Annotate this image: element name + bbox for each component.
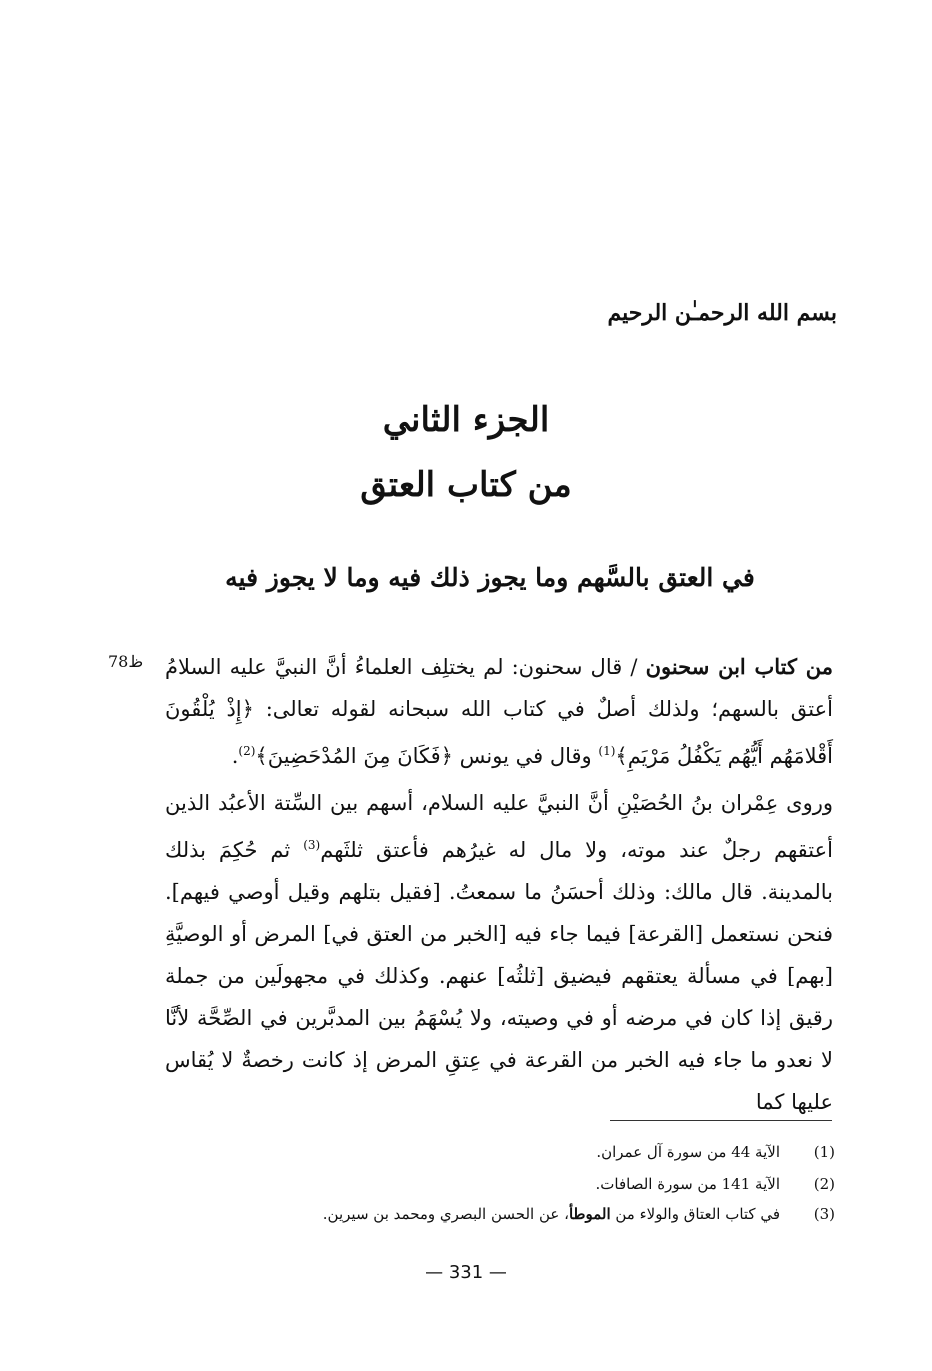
paragraph-end: . [231, 744, 239, 768]
footnote-number: (1) [813, 1143, 835, 1161]
footnote-text: الآية 141 من سورة الصافات. [595, 1175, 780, 1193]
paragraph-2 [165, 782, 833, 1123]
footnote-1 [300, 1137, 835, 1167]
book-title: من كتاب العتق [360, 465, 572, 505]
cited-book: الموطأ [568, 1205, 611, 1223]
margin-marker: ظ78 [108, 652, 144, 671]
footnote-text-part: ، عن الحسن البصري ومحمد بن سيرين. [322, 1205, 569, 1223]
footnote-text: الآية 44 من سورة آل عمران. [596, 1143, 780, 1161]
footnote-2 [300, 1169, 835, 1199]
paragraph-text: / قال سحنون: لم يختلِف العلماءُ أنَّ النبيَّ عليه السلامُ أعتق بالسهم؛ ولذلك أصلٌ في كتاب الله سبحانه لقوله تعالى: ﴿إِذْ يُلْقُونَ أَقْلامَهُم أَيُّهُم يَكْفُلُ مَرْيَمِ﴾ [165, 655, 833, 768]
page-number: — 331 — [425, 1262, 507, 1283]
basmala: بسم الله الرحمـٰن الرحيم [607, 300, 837, 326]
paragraph-text: وروى عِمْران بنُ الحُصَيْنِ أنَّ النبيَّ عليه السلام، أسهم بين السِّتة الأعبُد الذين أعتقهم رجلٌ عند موته، ولا مال له غيرُهم فأعتق ثلثَهم [165, 791, 833, 862]
footnote-ref-2: (2) [238, 744, 256, 758]
footnote-divider [610, 1120, 832, 1121]
footnote-ref-3: (3) [303, 838, 321, 852]
source-lead: من كتاب ابن سحنون [645, 654, 834, 679]
section-heading: في العتق بالسَّهم وما يجوز ذلك فيه وما لا يجوز فيه [225, 563, 755, 592]
part-title: الجزء الثاني [382, 400, 550, 440]
footnote-ref-1: (1) [598, 744, 616, 758]
paragraph-text: وقال في يونس ﴿فَكَانَ مِنَ المُدْحَضِينَ﴾ [255, 744, 599, 768]
footnote-3 [300, 1199, 835, 1229]
paragraph-1 [165, 646, 833, 777]
footnote-text-part: في كتاب العتاق والولاء من [610, 1205, 780, 1223]
footnote-number: (3) [813, 1205, 835, 1223]
paragraph-text: ثم حُكِمَ بذلك بالمدينة. قال مالك: وذلك أحسَنُ ما سمعتُ. [فقيل بتلهم وقيل أوصي فيهم]. فنحن نستعمل [القرعة] فيما جاء فيه [الخبر من العتق في] المرض أو الوصيَّةِ [بهم] في مسألة يعتقهم فيضيق [ثلثُه] عنهم. وكذلك في مجهولَين من جملة رقيق إذا كان في مرضه أو في وصيته، ولا يُسْهَمُ بين المدبَّرين في الصِّحَّة لأنَّا لا نعدو ما جاء فيه الخبر من القرعة في عِتقِ المرض إذ كانت رخصةٌ لا يُقاس عليها كما [165, 838, 833, 1114]
footnote-number: (2) [813, 1175, 835, 1193]
footnote-text [323, 1199, 780, 1229]
